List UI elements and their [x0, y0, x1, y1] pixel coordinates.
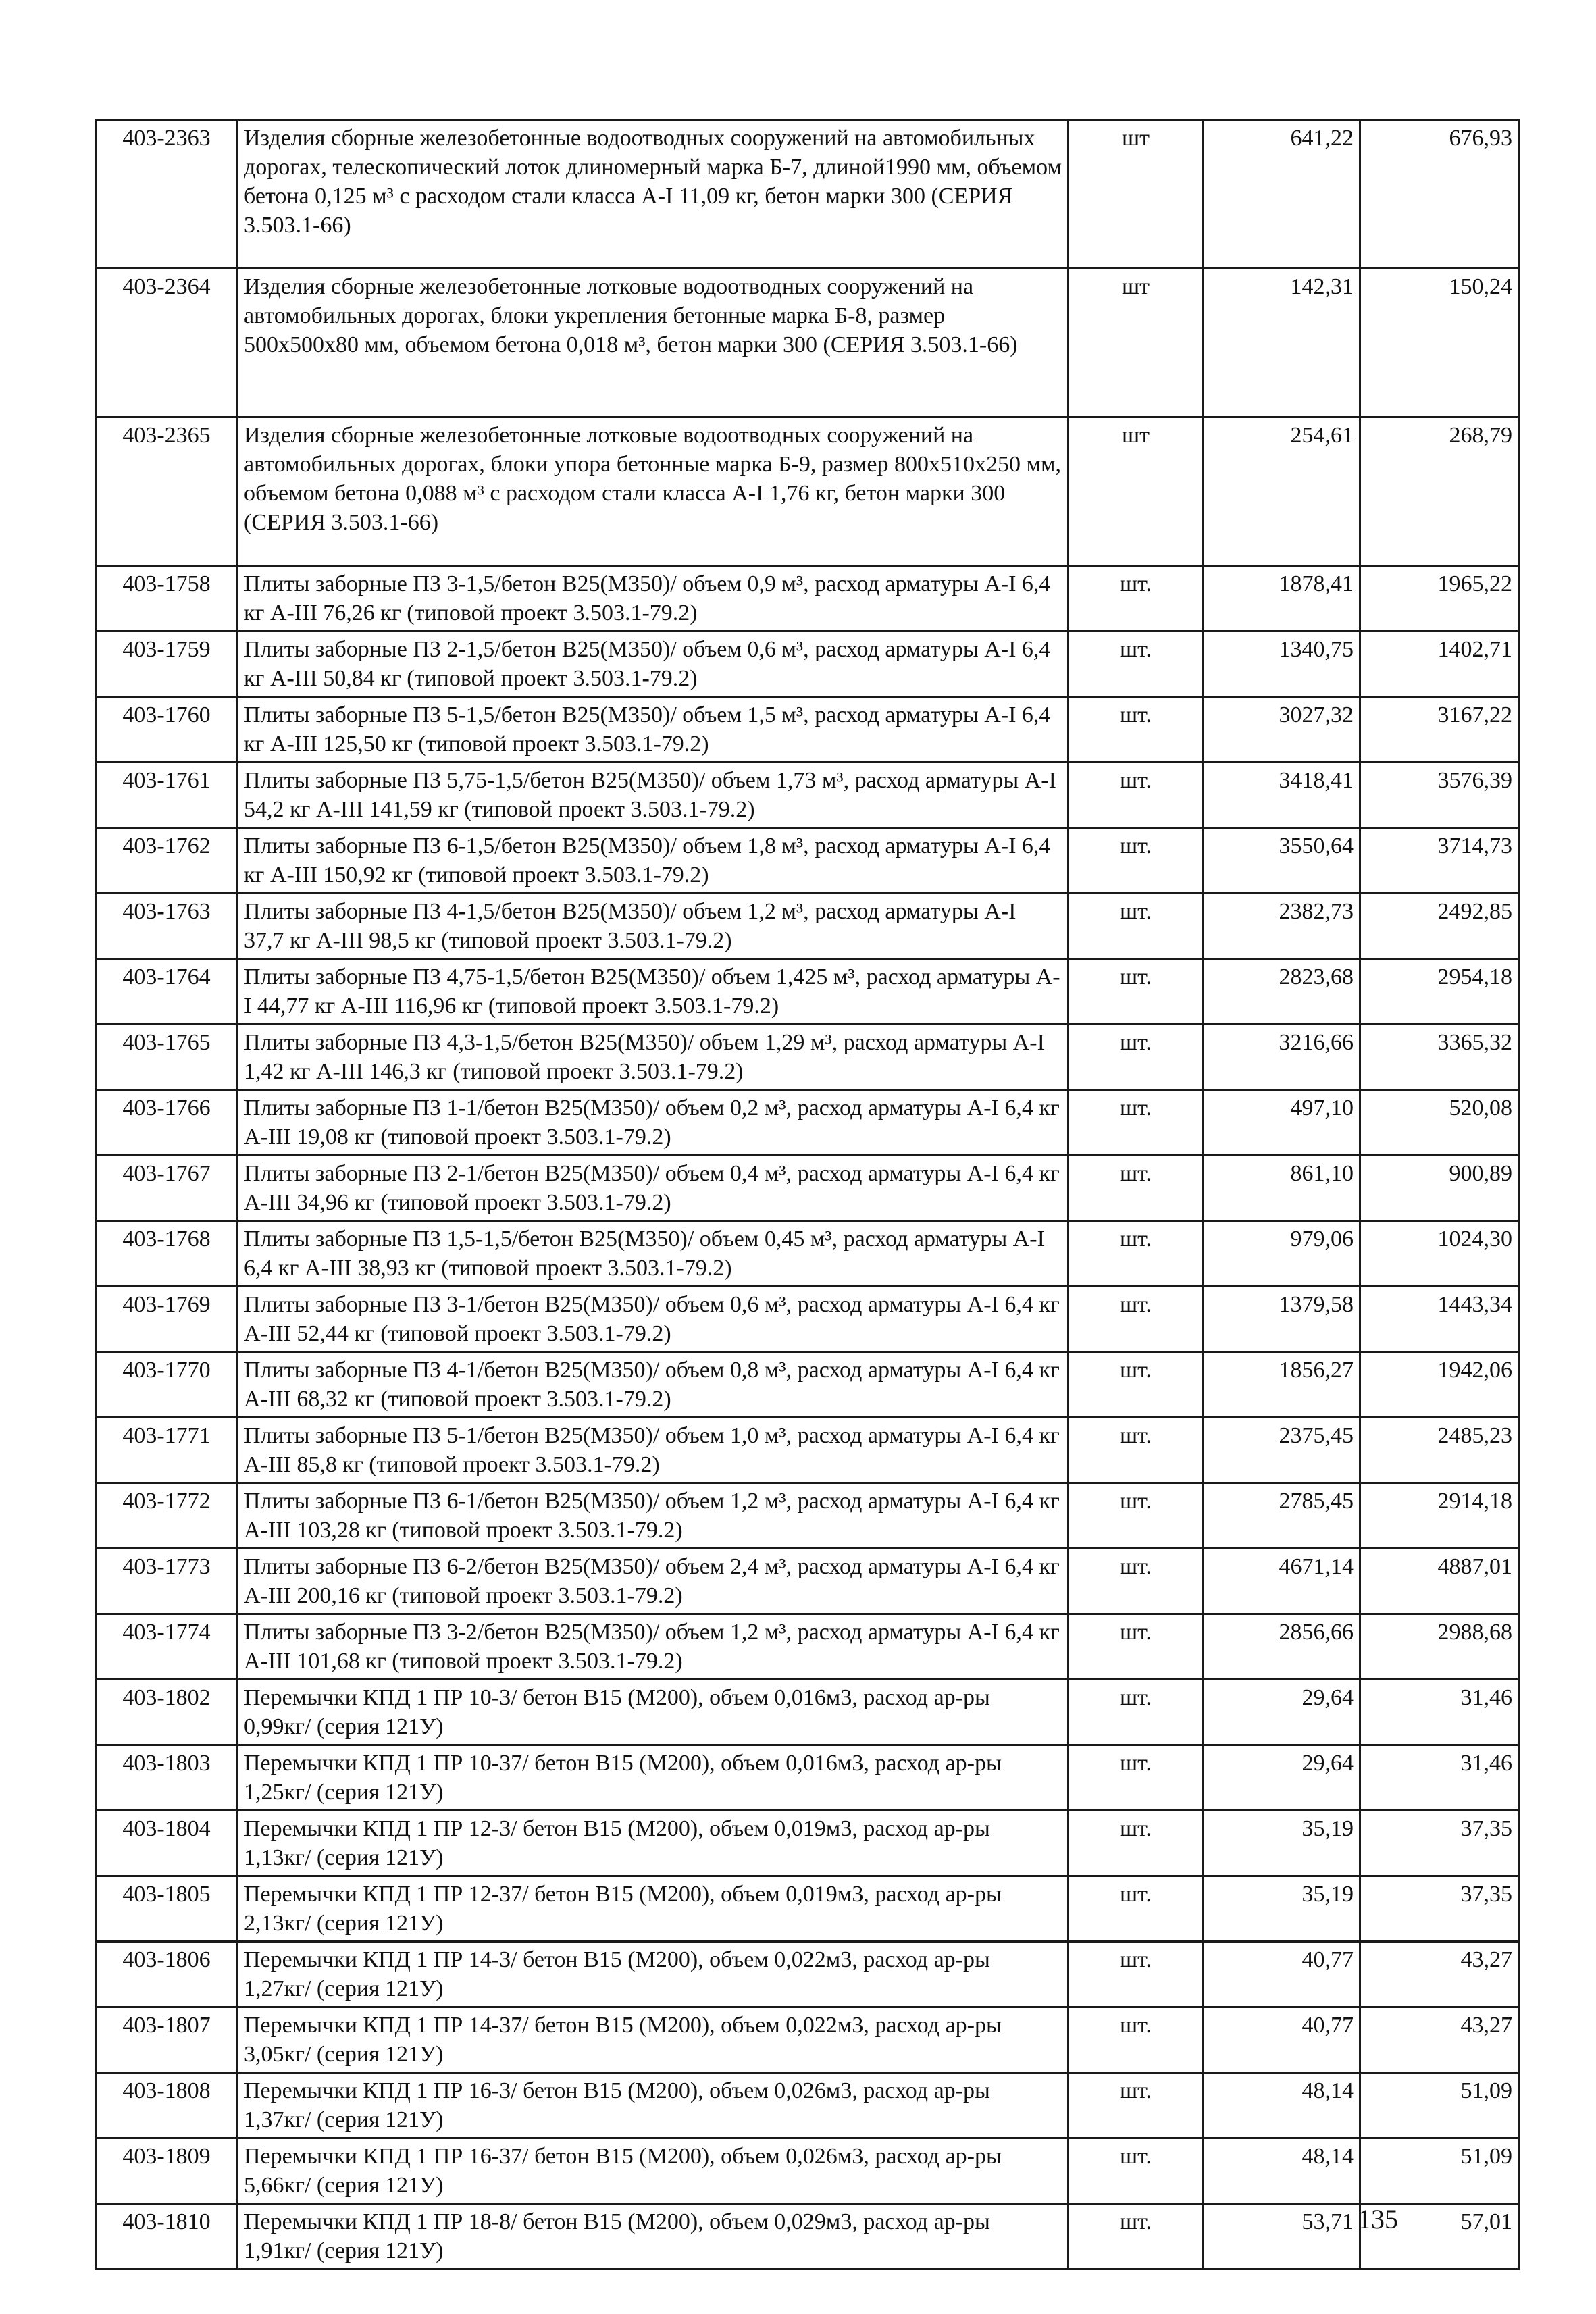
- item-price-2: 3365,32: [1360, 1025, 1519, 1090]
- table-row: [96, 1549, 1519, 1614]
- item-price-2: 3167,22: [1360, 697, 1519, 763]
- item-price-2: 1942,06: [1360, 1352, 1519, 1418]
- table-row: [96, 2138, 1519, 2204]
- item-unit: шт.: [1069, 1221, 1204, 1287]
- page-number: 135: [1358, 2204, 1398, 2234]
- item-code: 403-1806: [96, 1942, 238, 2007]
- item-price-1: 3418,41: [1204, 763, 1360, 828]
- table-row: [96, 763, 1519, 828]
- item-unit: шт: [1069, 269, 1204, 417]
- item-description: Перемычки КПД 1 ПР 16-37/ бетон В15 (М200), объем 0,026м3, расход ар-ры 5,66кг/ (серия 121У): [238, 2138, 1069, 2204]
- item-price-2: 37,35: [1360, 1811, 1519, 1876]
- item-code: 403-2364: [96, 269, 238, 417]
- item-unit: шт.: [1069, 828, 1204, 894]
- item-price-2: 3576,39: [1360, 763, 1519, 828]
- item-description: Плиты заборные ПЗ 6-1,5/бетон В25(М350)/ объем 1,8 м³, расход арматуры А-I 6,4 кг А-III 150,92 кг (типовой проект 3.503.1-79.2): [238, 828, 1069, 894]
- item-price-2: 1443,34: [1360, 1287, 1519, 1352]
- item-price-1: 2375,45: [1204, 1418, 1360, 1483]
- item-unit: шт.: [1069, 1025, 1204, 1090]
- item-description: Плиты заборные ПЗ 4,3-1,5/бетон В25(М350)/ объем 1,29 м³, расход арматуры А-I 1,42 кг А-III 146,3 кг (типовой проект 3.503.1-79.2): [238, 1025, 1069, 1090]
- item-description: Плиты заборные ПЗ 3-2/бетон В25(М350)/ объем 1,2 м³, расход арматуры А-I 6,4 кг А-III 101,68 кг (типовой проект 3.503.1-79.2): [238, 1614, 1069, 1680]
- item-code: 403-1762: [96, 828, 238, 894]
- item-unit: шт.: [1069, 566, 1204, 632]
- item-unit: шт.: [1069, 1876, 1204, 1942]
- item-price-2: 31,46: [1360, 1680, 1519, 1745]
- item-description: Плиты заборные ПЗ 5-1,5/бетон В25(М350)/ объем 1,5 м³, расход арматуры А-I 6,4 кг А-III 125,50 кг (типовой проект 3.503.1-79.2): [238, 697, 1069, 763]
- item-code: 403-1758: [96, 566, 238, 632]
- item-code: 403-1766: [96, 1090, 238, 1156]
- item-price-1: 254,61: [1204, 417, 1360, 566]
- table-row: [96, 2007, 1519, 2073]
- item-code: 403-1810: [96, 2204, 238, 2269]
- item-price-2: 3714,73: [1360, 828, 1519, 894]
- item-price-1: 1856,27: [1204, 1352, 1360, 1418]
- item-price-2: 2954,18: [1360, 959, 1519, 1025]
- item-price-1: 4671,14: [1204, 1549, 1360, 1614]
- item-unit: шт.: [1069, 1352, 1204, 1418]
- item-unit: шт.: [1069, 1287, 1204, 1352]
- item-price-1: 2856,66: [1204, 1614, 1360, 1680]
- item-description: Плиты заборные ПЗ 6-1/бетон В25(М350)/ объем 1,2 м³, расход арматуры А-I 6,4 кг А-III 103,28 кг (типовой проект 3.503.1-79.2): [238, 1483, 1069, 1549]
- table-row: [96, 1287, 1519, 1352]
- table-row: [96, 959, 1519, 1025]
- item-price-2: 51,09: [1360, 2073, 1519, 2138]
- item-unit: шт: [1069, 120, 1204, 269]
- item-description: Перемычки КПД 1 ПР 12-37/ бетон В15 (М200), объем 0,019м3, расход ар-ры 2,13кг/ (серия 121У): [238, 1876, 1069, 1942]
- item-description: Перемычки КПД 1 ПР 10-3/ бетон В15 (М200), объем 0,016м3, расход ар-ры 0,99кг/ (серия 121У): [238, 1680, 1069, 1745]
- item-price-1: 3027,32: [1204, 697, 1360, 763]
- item-price-2: 1402,71: [1360, 632, 1519, 697]
- item-unit: шт.: [1069, 1811, 1204, 1876]
- table-row: [96, 1614, 1519, 1680]
- item-code: 403-2365: [96, 417, 238, 566]
- item-price-2: 1024,30: [1360, 1221, 1519, 1287]
- table-row: [96, 1352, 1519, 1418]
- item-code: 403-1768: [96, 1221, 238, 1287]
- table-row: [96, 566, 1519, 632]
- table-row: [96, 1483, 1519, 1549]
- table-row: [96, 1221, 1519, 1287]
- item-description: Плиты заборные ПЗ 5,75-1,5/бетон В25(М350)/ объем 1,73 м³, расход арматуры А-I 54,2 кг А-III 141,59 кг (типовой проект 3.503.1-79.2): [238, 763, 1069, 828]
- table-row: [96, 1025, 1519, 1090]
- item-price-1: 2382,73: [1204, 894, 1360, 959]
- table-row: [96, 1090, 1519, 1156]
- item-price-2: 676,93: [1360, 120, 1519, 269]
- table-row: [96, 1745, 1519, 1811]
- table-row: [96, 828, 1519, 894]
- table-row: [96, 417, 1519, 566]
- item-price-1: 497,10: [1204, 1090, 1360, 1156]
- item-price-2: 37,35: [1360, 1876, 1519, 1942]
- table-row: [96, 1156, 1519, 1221]
- item-price-1: 40,77: [1204, 2007, 1360, 2073]
- item-price-2: 57,01: [1360, 2204, 1519, 2269]
- item-code: 403-1807: [96, 2007, 238, 2073]
- item-price-2: 2492,85: [1360, 894, 1519, 959]
- item-price-1: 29,64: [1204, 1680, 1360, 1745]
- item-description: Плиты заборные ПЗ 2-1/бетон В25(М350)/ объем 0,4 м³, расход арматуры А-I 6,4 кг А-III 34,96 кг (типовой проект 3.503.1-79.2): [238, 1156, 1069, 1221]
- table-row: [96, 1680, 1519, 1745]
- item-code: 403-1761: [96, 763, 238, 828]
- item-description: Плиты заборные ПЗ 3-1,5/бетон В25(М350)/ объем 0,9 м³, расход арматуры А-I 6,4 кг А-III 76,26 кг (типовой проект 3.503.1-79.2): [238, 566, 1069, 632]
- item-unit: шт.: [1069, 1418, 1204, 1483]
- item-unit: шт.: [1069, 1090, 1204, 1156]
- item-price-1: 2823,68: [1204, 959, 1360, 1025]
- item-price-1: 1340,75: [1204, 632, 1360, 697]
- item-description: Изделия сборные железобетонные водоотводных сооружений на автомобильных дорогах, телескопический лоток длиномерный марка Б-7, длиной1990 мм, объемом бетона 0,125 м³ с расходом стали класса А-I 11,09 кг, бетон марки 300 (СЕРИЯ 3.503.1-66): [238, 120, 1069, 269]
- item-price-1: 979,06: [1204, 1221, 1360, 1287]
- item-price-1: 3550,64: [1204, 828, 1360, 894]
- item-price-2: 51,09: [1360, 2138, 1519, 2204]
- item-unit: шт.: [1069, 1942, 1204, 2007]
- item-description: Плиты заборные ПЗ 4-1,5/бетон В25(М350)/ объем 1,2 м³, расход арматуры А-I 37,7 кг А-III 98,5 кг (типовой проект 3.503.1-79.2): [238, 894, 1069, 959]
- item-unit: шт.: [1069, 959, 1204, 1025]
- item-code: 403-1805: [96, 1876, 238, 1942]
- table-row: [96, 1876, 1519, 1942]
- item-price-1: 3216,66: [1204, 1025, 1360, 1090]
- item-code: 403-1804: [96, 1811, 238, 1876]
- item-price-1: 1878,41: [1204, 566, 1360, 632]
- item-unit: шт.: [1069, 2138, 1204, 2204]
- table-row: [96, 894, 1519, 959]
- table-row: [96, 269, 1519, 417]
- item-description: Плиты заборные ПЗ 4-1/бетон В25(М350)/ объем 0,8 м³, расход арматуры А-I 6,4 кг А-III 68,32 кг (типовой проект 3.503.1-79.2): [238, 1352, 1069, 1418]
- table-row: [96, 1418, 1519, 1483]
- item-code: 403-1808: [96, 2073, 238, 2138]
- table-row: [96, 697, 1519, 763]
- item-price-1: 29,64: [1204, 1745, 1360, 1811]
- table-row: [96, 2073, 1519, 2138]
- item-unit: шт.: [1069, 1680, 1204, 1745]
- table-row: [96, 120, 1519, 269]
- item-description: Плиты заборные ПЗ 2-1,5/бетон В25(М350)/ объем 0,6 м³, расход арматуры А-I 6,4 кг А-III 50,84 кг (типовой проект 3.503.1-79.2): [238, 632, 1069, 697]
- item-price-1: 1379,58: [1204, 1287, 1360, 1352]
- item-code: 403-1771: [96, 1418, 238, 1483]
- item-price-1: 35,19: [1204, 1876, 1360, 1942]
- item-description: Перемычки КПД 1 ПР 18-8/ бетон В15 (М200), объем 0,029м3, расход ар-ры 1,91кг/ (серия 121У): [238, 2204, 1069, 2269]
- item-price-1: 861,10: [1204, 1156, 1360, 1221]
- item-price-2: 4887,01: [1360, 1549, 1519, 1614]
- item-price-2: 31,46: [1360, 1745, 1519, 1811]
- item-price-2: 2988,68: [1360, 1614, 1519, 1680]
- item-unit: шт.: [1069, 2007, 1204, 2073]
- item-price-2: 2914,18: [1360, 1483, 1519, 1549]
- item-code: 403-1767: [96, 1156, 238, 1221]
- table-row: [96, 2204, 1519, 2269]
- item-unit: шт.: [1069, 1156, 1204, 1221]
- item-code: 403-1770: [96, 1352, 238, 1418]
- item-price-1: 142,31: [1204, 269, 1360, 417]
- item-price-1: 48,14: [1204, 2073, 1360, 2138]
- item-description: Перемычки КПД 1 ПР 14-3/ бетон В15 (М200), объем 0,022м3, расход ар-ры 1,27кг/ (серия 121У): [238, 1942, 1069, 2007]
- item-description: Перемычки КПД 1 ПР 16-3/ бетон В15 (М200), объем 0,026м3, расход ар-ры 1,37кг/ (серия 121У): [238, 2073, 1069, 2138]
- item-code: 403-1802: [96, 1680, 238, 1745]
- table-row: [96, 1942, 1519, 2007]
- item-code: 403-2363: [96, 120, 238, 269]
- item-description: Плиты заборные ПЗ 1-1/бетон В25(М350)/ объем 0,2 м³, расход арматуры А-I 6,4 кг А-III 19,08 кг (типовой проект 3.503.1-79.2): [238, 1090, 1069, 1156]
- item-code: 403-1764: [96, 959, 238, 1025]
- item-description: Перемычки КПД 1 ПР 10-37/ бетон В15 (М200), объем 0,016м3, расход ар-ры 1,25кг/ (серия 121У): [238, 1745, 1069, 1811]
- item-description: Перемычки КПД 1 ПР 12-3/ бетон В15 (М200), объем 0,019м3, расход ар-ры 1,13кг/ (серия 121У): [238, 1811, 1069, 1876]
- item-price-2: 2485,23: [1360, 1418, 1519, 1483]
- item-unit: шт.: [1069, 1745, 1204, 1811]
- item-description: Плиты заборные ПЗ 5-1/бетон В25(М350)/ объем 1,0 м³, расход арматуры А-I 6,4 кг А-III 85,8 кг (типовой проект 3.503.1-79.2): [238, 1418, 1069, 1483]
- item-description: Перемычки КПД 1 ПР 14-37/ бетон В15 (М200), объем 0,022м3, расход ар-ры 3,05кг/ (серия 121У): [238, 2007, 1069, 2073]
- table-body: [96, 120, 1519, 2269]
- item-unit: шт.: [1069, 1614, 1204, 1680]
- item-code: 403-1773: [96, 1549, 238, 1614]
- item-description: Плиты заборные ПЗ 4,75-1,5/бетон В25(М350)/ объем 1,425 м³, расход арматуры А-I 44,77 кг А-III 116,96 кг (типовой проект 3.503.1-79.2): [238, 959, 1069, 1025]
- item-unit: шт.: [1069, 2073, 1204, 2138]
- item-code: 403-1765: [96, 1025, 238, 1090]
- item-description: Плиты заборные ПЗ 3-1/бетон В25(М350)/ объем 0,6 м³, расход арматуры А-I 6,4 кг А-III 52,44 кг (типовой проект 3.503.1-79.2): [238, 1287, 1069, 1352]
- item-description: Плиты заборные ПЗ 1,5-1,5/бетон В25(М350)/ объем 0,45 м³, расход арматуры А-I 6,4 кг А-III 38,93 кг (типовой проект 3.503.1-79.2): [238, 1221, 1069, 1287]
- item-code: 403-1760: [96, 697, 238, 763]
- item-price-1: 40,77: [1204, 1942, 1360, 2007]
- item-unit: шт.: [1069, 1549, 1204, 1614]
- item-price-1: 2785,45: [1204, 1483, 1360, 1549]
- item-unit: шт: [1069, 417, 1204, 566]
- item-price-1: 35,19: [1204, 1811, 1360, 1876]
- item-price-2: 268,79: [1360, 417, 1519, 566]
- item-description: Изделия сборные железобетонные лотковые водоотводных сооружений на автомобильных дорогах, блоки укрепления бетонные марка Б-8, размер 500х500х80 мм, объемом бетона 0,018 м³, бетон марки 300 (СЕРИЯ 3.503.1-66): [238, 269, 1069, 417]
- item-price-1: 53,71: [1204, 2204, 1360, 2269]
- item-code: 403-1774: [96, 1614, 238, 1680]
- item-code: 403-1772: [96, 1483, 238, 1549]
- item-code: 403-1759: [96, 632, 238, 697]
- item-code: 403-1809: [96, 2138, 238, 2204]
- item-unit: шт.: [1069, 632, 1204, 697]
- item-unit: шт.: [1069, 1483, 1204, 1549]
- item-code: 403-1769: [96, 1287, 238, 1352]
- item-price-2: 900,89: [1360, 1156, 1519, 1221]
- item-price-1: 641,22: [1204, 120, 1360, 269]
- item-price-2: 520,08: [1360, 1090, 1519, 1156]
- item-unit: шт.: [1069, 697, 1204, 763]
- item-price-1: 48,14: [1204, 2138, 1360, 2204]
- item-unit: шт.: [1069, 763, 1204, 828]
- item-unit: шт.: [1069, 894, 1204, 959]
- item-code: 403-1803: [96, 1745, 238, 1811]
- item-price-2: 1965,22: [1360, 566, 1519, 632]
- price-table: [95, 119, 1520, 2270]
- item-price-2: 43,27: [1360, 1942, 1519, 2007]
- item-unit: шт.: [1069, 2204, 1204, 2269]
- item-description: Плиты заборные ПЗ 6-2/бетон В25(М350)/ объем 2,4 м³, расход арматуры А-I 6,4 кг А-III 200,16 кг (типовой проект 3.503.1-79.2): [238, 1549, 1069, 1614]
- item-price-2: 43,27: [1360, 2007, 1519, 2073]
- item-code: 403-1763: [96, 894, 238, 959]
- table-row: [96, 632, 1519, 697]
- table-row: [96, 1811, 1519, 1876]
- item-description: Изделия сборные железобетонные лотковые водоотводных сооружений на автомобильных дорогах, блоки упора бетонные марка Б-9, размер 800х510х250 мм, объемом бетона 0,088 м³ с расходом стали класса А-I 1,76 кг, бетон марки 300 (СЕРИЯ 3.503.1-66): [238, 417, 1069, 566]
- item-price-2: 150,24: [1360, 269, 1519, 417]
